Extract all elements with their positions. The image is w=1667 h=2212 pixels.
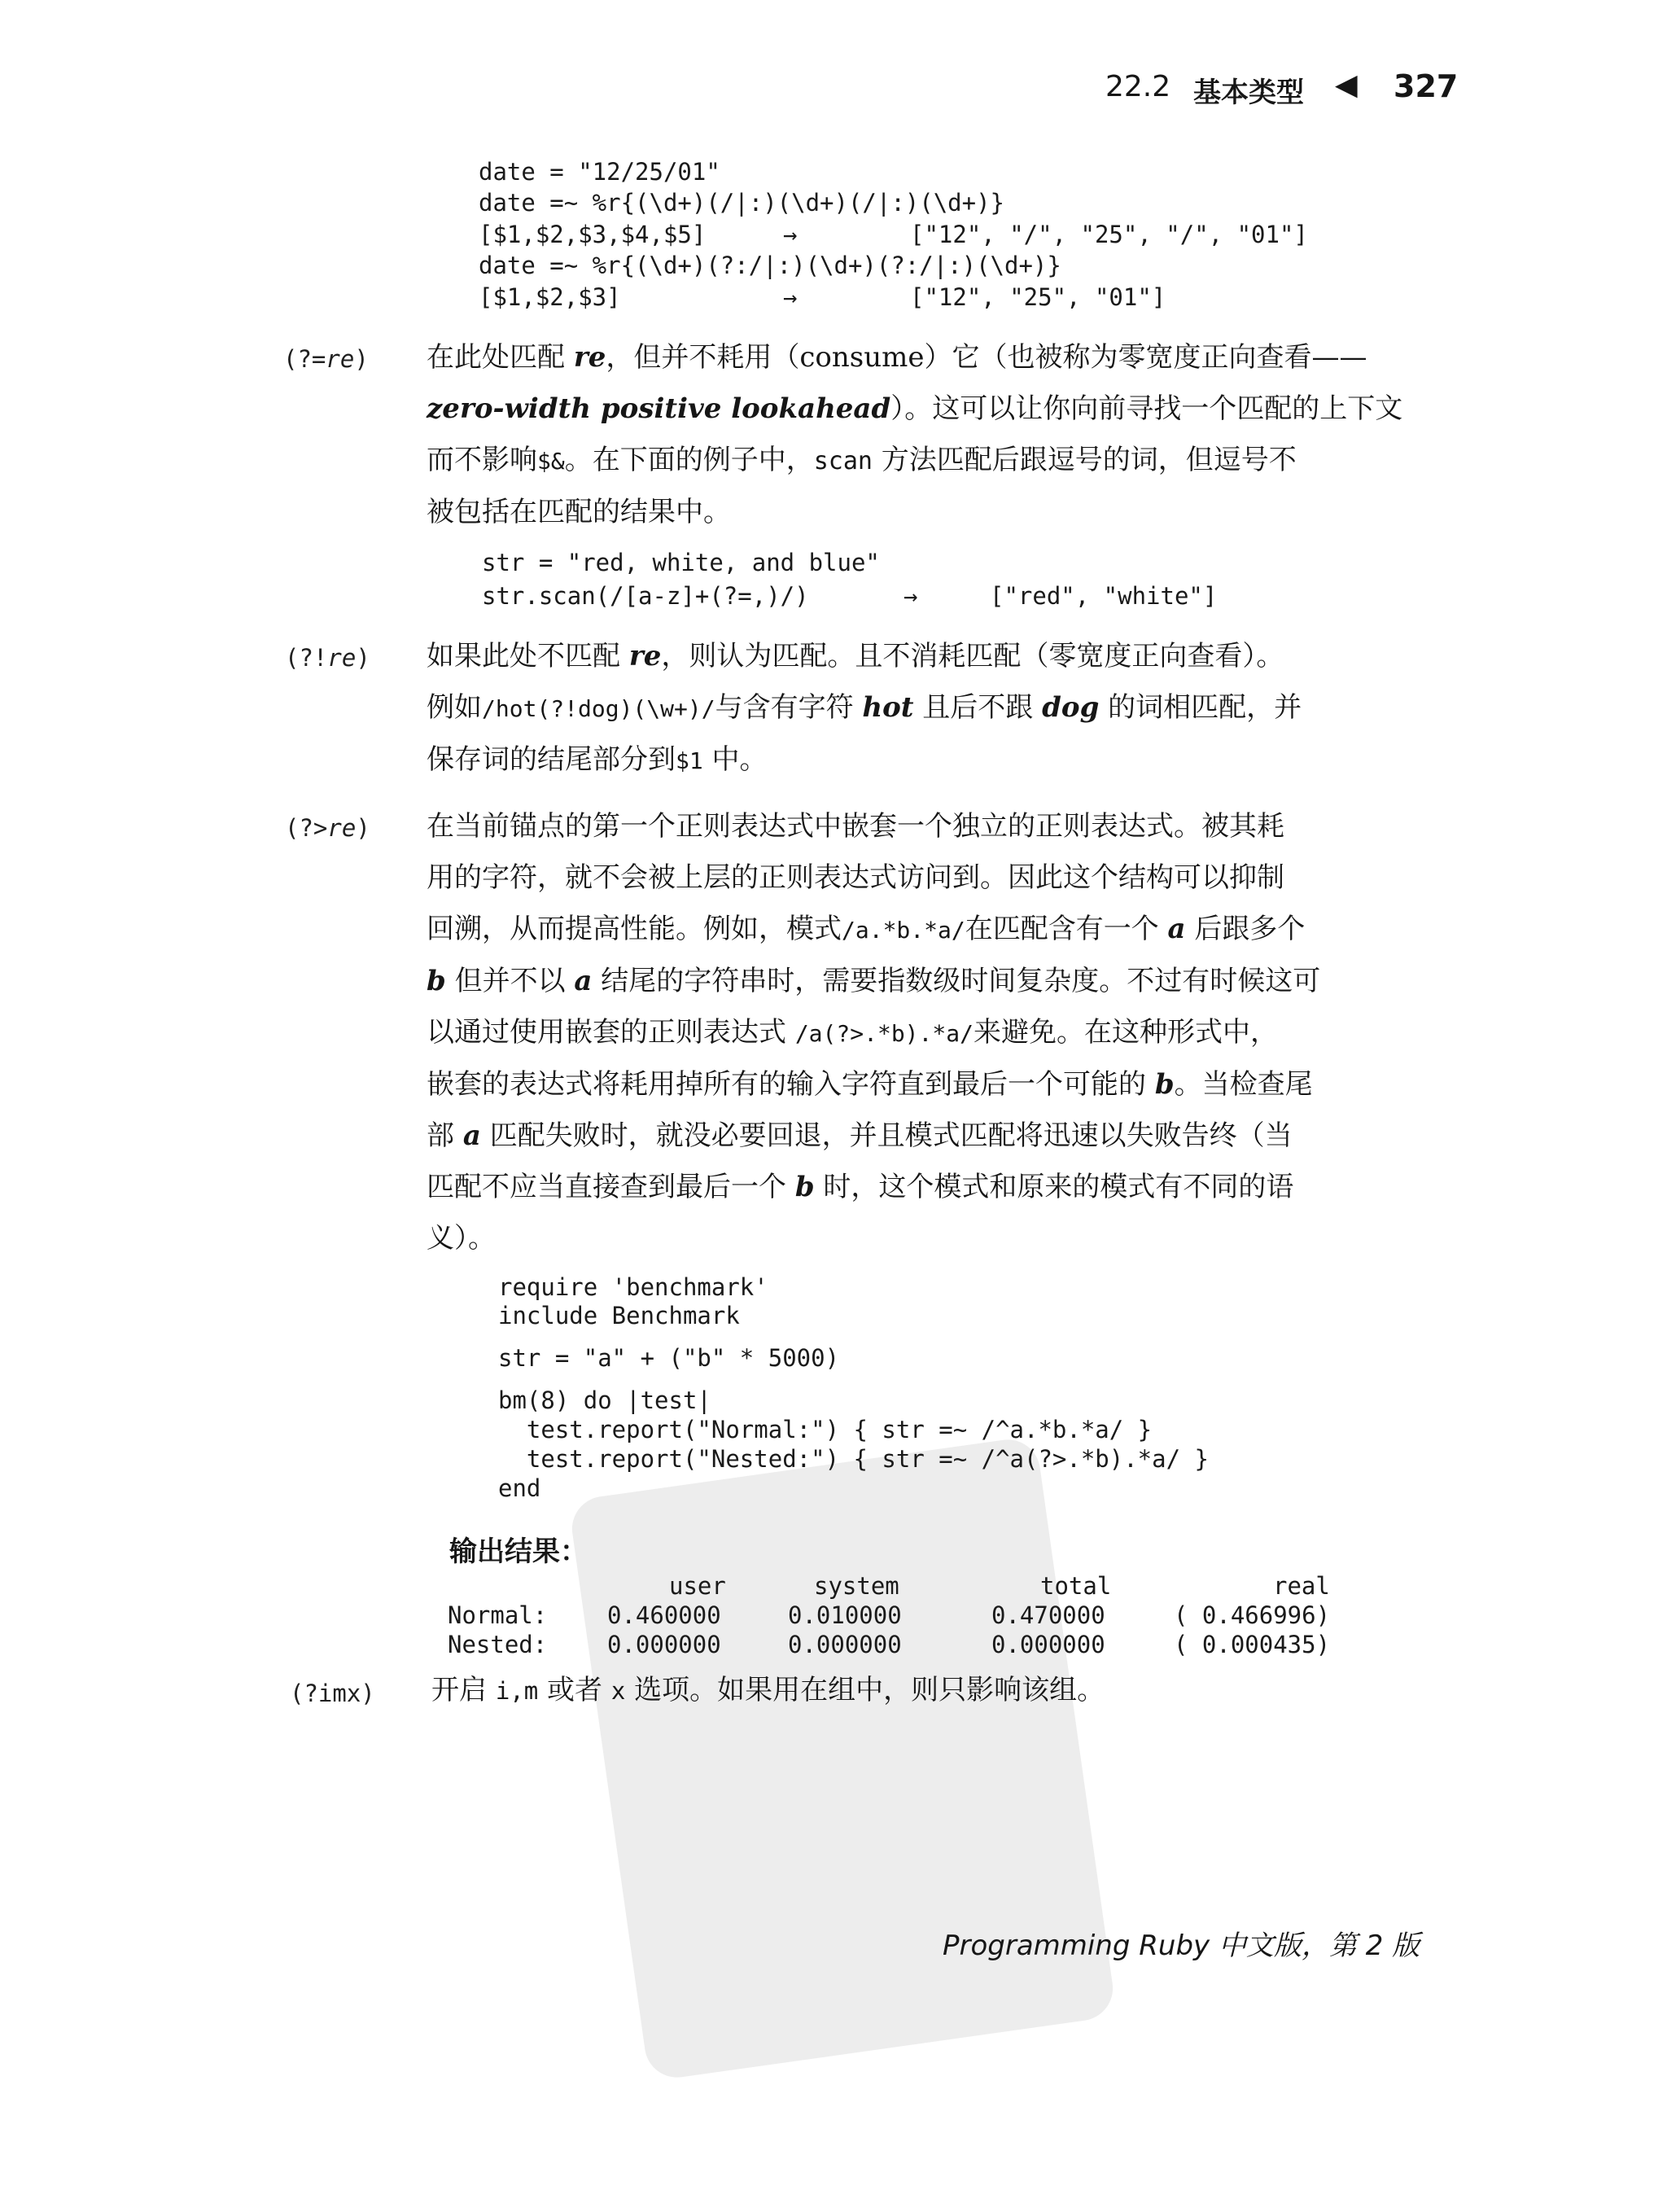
table-cell: 0.010000 bbox=[788, 1601, 902, 1629]
entry-description: 在此处匹配 re，但并不耗用（consume）它（也被称为零宽度正向查看—— zero-width positive lookahead）。这可以让你向前寻找一个匹配的上下文 而不影响$&。在下面的例子中，scan 方法匹配后跟逗号的词，但逗号不 被包括在匹配的结果中。 bbox=[427, 341, 1403, 528]
column-header: user bbox=[669, 1572, 726, 1600]
column-header: system bbox=[814, 1572, 899, 1600]
code-line: date =~ %r{(\d+)(/|:)(\d+)(/|:)(\d+)} bbox=[479, 189, 1005, 217]
table-cell: 0.000000 bbox=[788, 1631, 902, 1658]
table-cell: ( 0.000435) bbox=[1174, 1631, 1331, 1658]
code-result: ["12", "25", "01"] bbox=[910, 283, 1166, 311]
table-cell: ( 0.466996) bbox=[1174, 1601, 1331, 1629]
entry-term: (?!re) bbox=[285, 644, 370, 672]
code-line: end bbox=[498, 1474, 541, 1502]
arrow-icon: → bbox=[783, 283, 798, 311]
page-number: 327 bbox=[1394, 68, 1459, 104]
code-result: ["red", "white"] bbox=[990, 582, 1218, 610]
code-line: [$1,$2,$3,$4,$5] bbox=[479, 221, 707, 248]
output-label: 输出结果： bbox=[449, 1535, 588, 1568]
watermark-stamp bbox=[568, 1435, 1118, 2082]
code-line: test.report("Normal:") { str =~ /^a.*b.*a/ } bbox=[498, 1416, 1153, 1443]
entry-description: 在当前锚点的第一个正则表达式中嵌套一个独立的正则表达式。被其耗 用的字符，就不会被上层的正则表达式访问到。因此这个结构可以抑制 回溯，从而提高性能。例如，模式/a.*b.*a/在匹配含有一个 a 后跟多个 b 但并不以 a 结尾的字符串时，需要指数级时间复杂度。不过有时候这可 以通过使用嵌套的正则表达式 /a(?>.*b).*a/来避免。在这种形式中， 嵌套的表达式将耗用掉所有的输入字符直到最后一个可能的 b。当检查尾 部 a 匹配失败时，就没必要回退，并且模式匹配将迅速以失败告终（当 匹配不应当直接查到最后一个 b 时，这个模式和原来的模式有不同的语 义）。 bbox=[427, 810, 1321, 1255]
arrow-icon: → bbox=[783, 221, 798, 248]
code-line: bm(8) do |test| bbox=[498, 1386, 711, 1414]
column-header: real bbox=[1273, 1572, 1330, 1600]
code-line: date =~ %r{(\d+)(?:/|:)(\d+)(?:/|:)(\d+)} bbox=[479, 252, 1061, 279]
code-line: test.report("Nested:") { str =~ /^a(?>.*b).*a/ } bbox=[498, 1445, 1209, 1473]
code-line: str.scan(/[a-z]+(?=,)/) bbox=[482, 582, 809, 610]
entry-term: (?=re) bbox=[283, 345, 369, 373]
entry-term: (?>re) bbox=[285, 814, 370, 842]
code-line: require 'benchmark' bbox=[498, 1273, 768, 1301]
book-title-footer: Programming Ruby 中文版，第 2 版 bbox=[943, 1929, 1420, 1962]
code-result: ["12", "/", "25", "/", "01"] bbox=[910, 221, 1308, 248]
code-line: str = "a" + ("b" * 5000) bbox=[498, 1344, 840, 1372]
table-cell: 0.460000 bbox=[607, 1601, 721, 1629]
code-line: str = "red, white, and blue" bbox=[482, 549, 880, 576]
row-label: Nested: bbox=[448, 1631, 548, 1658]
entry-description: 开启 i,m 或者 x 选项。如果用在组中，则只影响该组。 bbox=[431, 1674, 1105, 1706]
section-title: 基本类型 bbox=[1193, 77, 1304, 109]
table-cell: 0.470000 bbox=[991, 1601, 1105, 1629]
code-line: [$1,$2,$3] bbox=[479, 283, 621, 311]
table-cell: 0.000000 bbox=[607, 1631, 721, 1658]
arrow-icon: → bbox=[904, 582, 918, 610]
entry-description: 如果此处不匹配 re，则认为匹配。且不消耗匹配（零宽度正向查看）。 例如/hot(?!dog)(\w+)/与含有字符 hot 且后不跟 dog 的词相匹配，并 保存词的结尾部分到$1 中。 bbox=[427, 640, 1302, 776]
row-label: Normal: bbox=[448, 1601, 548, 1629]
code-line: include Benchmark bbox=[498, 1302, 740, 1329]
code-line: date = "12/25/01" bbox=[479, 158, 720, 186]
header-marker-icon: ◀ bbox=[1335, 68, 1358, 102]
column-header: total bbox=[1040, 1572, 1112, 1600]
section-number: 22.2 bbox=[1105, 70, 1171, 103]
table-cell: 0.000000 bbox=[991, 1631, 1105, 1658]
entry-term: (?imx) bbox=[290, 1680, 375, 1707]
